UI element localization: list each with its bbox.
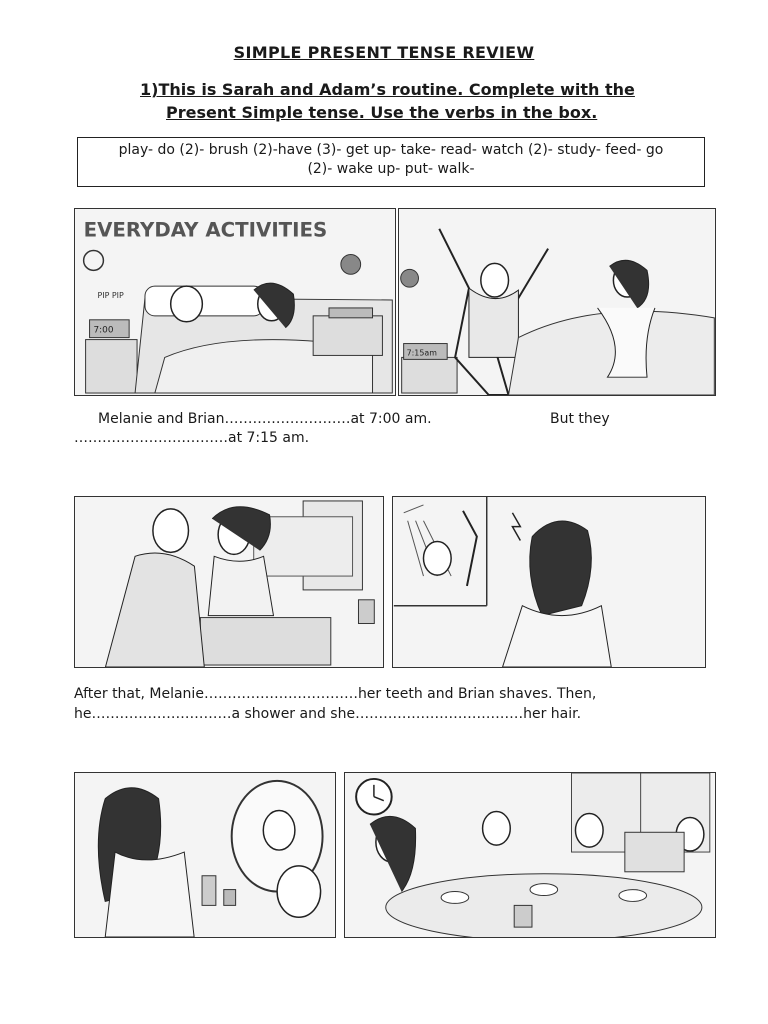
shower-hair-illustration bbox=[393, 497, 705, 667]
banner-text: EVERYDAY ACTIVITIES bbox=[83, 218, 328, 242]
panel-getting-up bbox=[398, 208, 716, 396]
instruction-line-1: This is Sarah and Adam’s routine. Complete with the bbox=[158, 80, 635, 99]
panel-brushing-shaving bbox=[74, 496, 384, 668]
getting-up-illustration bbox=[399, 209, 715, 395]
makeup-illustration bbox=[75, 773, 335, 937]
sentence-2a: After that, Melanie……………………………her teeth and Brian shaves. Then, bbox=[74, 686, 597, 702]
exercise-instruction bbox=[140, 78, 740, 124]
breakfast-illustration bbox=[345, 773, 715, 937]
instruction-line-2: Present Simple tense. Use the verbs in the box. bbox=[166, 103, 598, 122]
sentence-1b: But they bbox=[550, 411, 610, 427]
sentence-1a: Melanie and Brian………………………at 7:00 am. bbox=[98, 411, 432, 427]
verb-box bbox=[77, 137, 705, 187]
alarm-sound: PIP PIP bbox=[97, 291, 124, 301]
exercise-number: 1) bbox=[140, 80, 159, 99]
brushing-shaving-illustration bbox=[75, 497, 383, 667]
panel-waking-up bbox=[74, 208, 396, 396]
panel-shower-hair bbox=[392, 496, 706, 668]
panel-makeup bbox=[74, 772, 336, 938]
panel-breakfast bbox=[344, 772, 716, 938]
verb-box-line-2: (2)- wake up- put- walk- bbox=[307, 161, 475, 177]
verb-box-line-1: play- do (2)- brush (2)-have (3)- get up- take- read- watch (2)- study- feed- go bbox=[118, 142, 664, 158]
sentence-1c: ……………………………at 7:15 am. bbox=[74, 430, 310, 446]
waking-up-illustration bbox=[75, 209, 395, 395]
alarm-clock-time: 7:00 bbox=[93, 325, 114, 336]
alarm-clock-time-2: 7:15am bbox=[406, 348, 437, 358]
worksheet-title: SIMPLE PRESENT TENSE REVIEW bbox=[233, 43, 535, 62]
sentence-2b: he…………………………a shower and she………………………………her hair. bbox=[74, 706, 582, 722]
